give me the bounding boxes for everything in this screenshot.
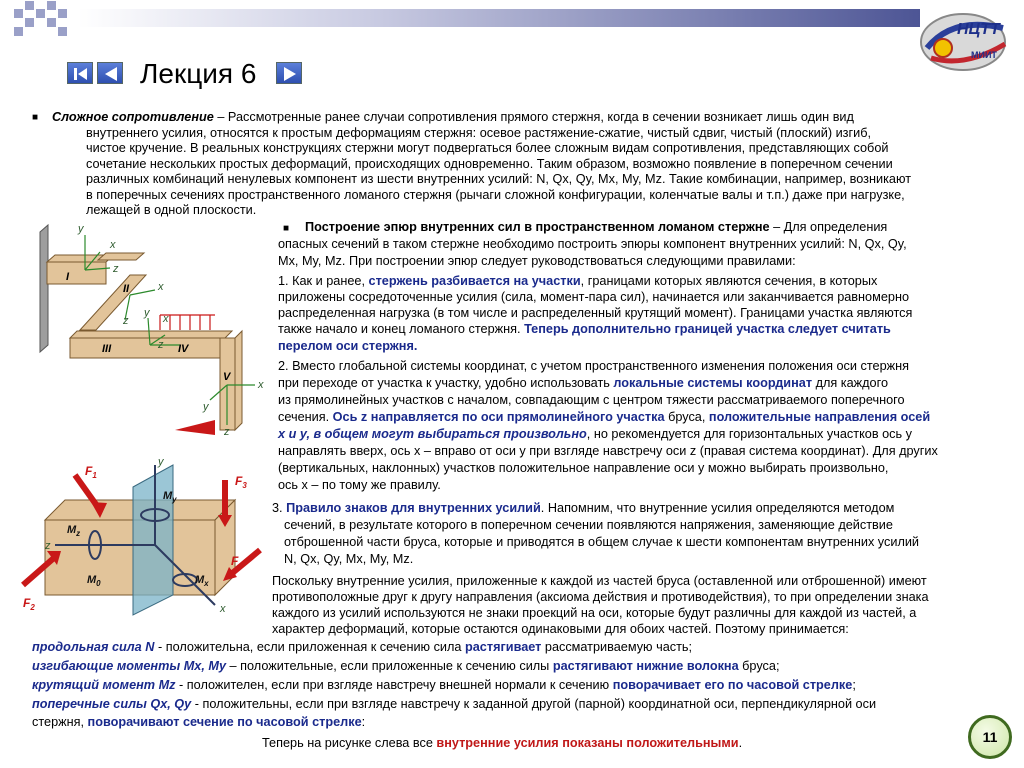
rule2-line: 2. Вместо глобальной системы координат, с учетом пространственного изменения положения оси стержня bbox=[278, 359, 910, 373]
rule2-line: сечения. Ось z направляется по оси прямолинейного участка бруса, положительные направления осей bbox=[278, 410, 931, 424]
rule3-line: сечений, в результате которого в поперечном сечении появляются напряжения, заменяющие действие bbox=[284, 518, 893, 532]
convention-line: стержня, поворачивают сечение по часовой стрелке: bbox=[32, 715, 366, 729]
axis-label: y bbox=[158, 456, 164, 468]
moment-label: $M_x$ bbox=[195, 574, 209, 588]
para2-line: Построение эпюр внутренних сил в пространственном ломаном стержне – Для определения bbox=[305, 220, 888, 234]
section-label: II bbox=[123, 283, 130, 295]
logo bbox=[913, 8, 1017, 72]
convention-line: поперечные силы Qx, Qy - положительны, если при взгляде навстречу к заданной другой (парной) координатной оси, перпендикулярной оси bbox=[32, 697, 877, 711]
prev-slide-button[interactable] bbox=[97, 62, 123, 84]
rule1-line: также начало и конец ломаного стержня. Теперь дополнительно границей участка следует считать bbox=[278, 322, 891, 336]
decor-square bbox=[25, 1, 34, 10]
axis-label: x bbox=[110, 239, 116, 251]
moment-label: $M_y$ bbox=[163, 490, 177, 504]
skip-back-icon bbox=[68, 63, 94, 85]
next-slide-button[interactable] bbox=[276, 62, 302, 84]
force-label: $F_2$ bbox=[23, 596, 35, 612]
para3-line: характер деформаций, которые остаются одинаковыми для обоих частей. Поэтому принимается: bbox=[272, 622, 849, 636]
para1-line: сочетание нескольких простых деформаций, происходящих одновременно. Таким образом, возможно появление в поперечном сечении bbox=[86, 157, 893, 171]
rule1-line: 1. Как и ранее, стержень разбивается на участки, границами которых являются сечения, в которых bbox=[278, 274, 878, 288]
axis-label: y bbox=[203, 401, 209, 413]
page-number: 11 bbox=[968, 715, 1012, 759]
rule2-line: x и y, в общем могут выбираться произвольно, но рекомендуется для горизонтальных участков ось y bbox=[278, 427, 912, 441]
rule2-line: при переходе от участка к участку, удобно использовать локальные системы координат для каждого bbox=[278, 376, 889, 390]
section-label: I bbox=[66, 271, 70, 283]
para2-line: опасных сечений в таком стержне необходимо построить эпюры компонент внутренних усилий: N, Qx, Qy, bbox=[278, 237, 907, 251]
para1-line: лежащей в одной плоскости. bbox=[86, 203, 257, 217]
section-label: IV bbox=[178, 343, 189, 355]
axis-label: z bbox=[158, 339, 164, 351]
final-line: Теперь на рисунке слева все внутренние усилия показаны положительными. bbox=[262, 736, 743, 750]
axis-label: z bbox=[45, 540, 51, 552]
axis-label: z bbox=[224, 426, 230, 438]
decor-square bbox=[14, 27, 23, 36]
para2-line: Mx, My, Mz. При построении эпюр следует руководствоваться следующими правилами: bbox=[278, 254, 796, 268]
convention-line: крутящий момент Mz - положителен, если при взгляде навстречу внешней нормали к сечению поворачивает его по часовой стрелке; bbox=[32, 678, 856, 692]
axis-label: x bbox=[158, 281, 164, 293]
moment-label: $M_z$ bbox=[67, 524, 81, 538]
rule3-line: отброшенной части бруса, которые и приводятся в общем случае к шести компонентам внутренних усилий bbox=[284, 535, 920, 549]
section-label: III bbox=[102, 343, 112, 355]
decor-square bbox=[47, 18, 56, 27]
para3-line: противоположные друг к другу направления (аксиома действия и противодействия), то при определении знака bbox=[272, 590, 929, 604]
arrow-right-icon bbox=[277, 63, 303, 85]
axis-label: z bbox=[113, 263, 119, 275]
rule1-line: приложены сосредоточенные усилия (сила, момент-пара сил), начинается или заканчивается равномерно bbox=[278, 290, 910, 304]
decor-square bbox=[58, 27, 67, 36]
para1-line: различных комбинаций ненулевых компонент из шести внутренних усилий: N, Qx, Qy, Mx, My, Mz. Такие комбинации, например, возникают bbox=[86, 172, 912, 186]
logo-subtext: МИИТ bbox=[971, 50, 997, 60]
section-label: V bbox=[223, 371, 231, 383]
convention-line: продольная сила N - положительна, если приложенная к сечению сила растягивает рассматриваемую часть; bbox=[32, 640, 693, 654]
lecture-title: Лекция 6 bbox=[140, 58, 257, 89]
rule2-line: направлять вверх, ось x – вправо от оси y при взгляде навстречу оси z (правая система координат). Для других bbox=[278, 444, 938, 458]
rule2-line: (вертикальных, наклонных) участков положительное направление оси y можно выбирать произвольно, bbox=[278, 461, 889, 475]
para1-line: чистое кручение. В реальных конструкциях стержни могут подвергаться более сложным видам сопротивления, представляющих собой bbox=[86, 141, 889, 155]
axis-label: y bbox=[144, 307, 150, 319]
title-gradient-bar bbox=[78, 9, 920, 27]
para3-line: каждого из усилий используются не знаки проекций на оси, которые будут различны для каждой из частей, а bbox=[272, 606, 917, 620]
convention-line: изгибающие моменты Mx, My – положительные, если приложенные к сечению силы растягивают нижние волокна бруса; bbox=[32, 659, 780, 673]
internal-forces-figure bbox=[15, 455, 265, 620]
decor-square bbox=[36, 9, 45, 18]
decor-square bbox=[25, 18, 34, 27]
rule1-line: распределенная нагрузка (в том числе и распределенный крутящий момент). Границами участка являются bbox=[278, 306, 913, 320]
axis-label: x bbox=[258, 379, 264, 391]
bullet: ■ bbox=[32, 112, 39, 123]
broken-beam-figure bbox=[20, 220, 275, 445]
axis-label: x bbox=[163, 313, 169, 325]
axis-label: z bbox=[123, 315, 129, 327]
moment-label: $M_0$ bbox=[87, 574, 101, 588]
decor-square bbox=[58, 9, 67, 18]
axis-label: y bbox=[78, 223, 84, 235]
arrow-left-icon bbox=[98, 63, 124, 85]
para1-line: Сложное сопротивление – Рассмотренные ранее случаи сопротивления прямого стержня, когда в сечении возникает лишь один вид bbox=[52, 110, 854, 124]
para3-line: Поскольку внутренние усилия, приложенные к каждой из частей бруса (оставленной или отброшенной) имеют bbox=[272, 574, 927, 588]
force-label: $F_3$ bbox=[235, 474, 247, 490]
force-arrow bbox=[175, 420, 215, 435]
rule1-line: перелом оси стержня. bbox=[278, 339, 418, 353]
para1-line: в поперечных сечениях пространственного ломаного стержня (рычаги сложной конфигурации, коленчатые валы и т.п.) даже при нагрузке, bbox=[86, 188, 905, 202]
rule3-line: 3. Правило знаков для внутренних усилий. Напомним, что внутренние усилия определяются методом bbox=[272, 501, 895, 515]
rule3-line: N, Qx, Qy, Mx, My, Mz. bbox=[284, 552, 414, 566]
rule2-line: из прямолинейных участков с началом, совпадающим с центром тяжести рассматриваемого поперечного bbox=[278, 393, 905, 407]
bullet: ■ bbox=[283, 223, 290, 234]
axis-label: x bbox=[220, 603, 226, 615]
force-label: $F_4$ bbox=[231, 554, 243, 570]
para1-line: внутреннего усилия, относятся к простым деформациям стержня: осевое растяжение-сжатие, чистый сдвиг, чистый (плоский) изгиб, bbox=[86, 126, 872, 140]
decor-square bbox=[14, 9, 23, 18]
decor-square bbox=[47, 1, 56, 10]
rule2-line: ось x – по тому же правилу. bbox=[278, 478, 441, 492]
top-decoration bbox=[0, 0, 1024, 34]
first-slide-button[interactable] bbox=[67, 62, 93, 84]
force-label: $F_1$ bbox=[85, 464, 97, 480]
logo-text: НЦТТ bbox=[957, 21, 1000, 38]
